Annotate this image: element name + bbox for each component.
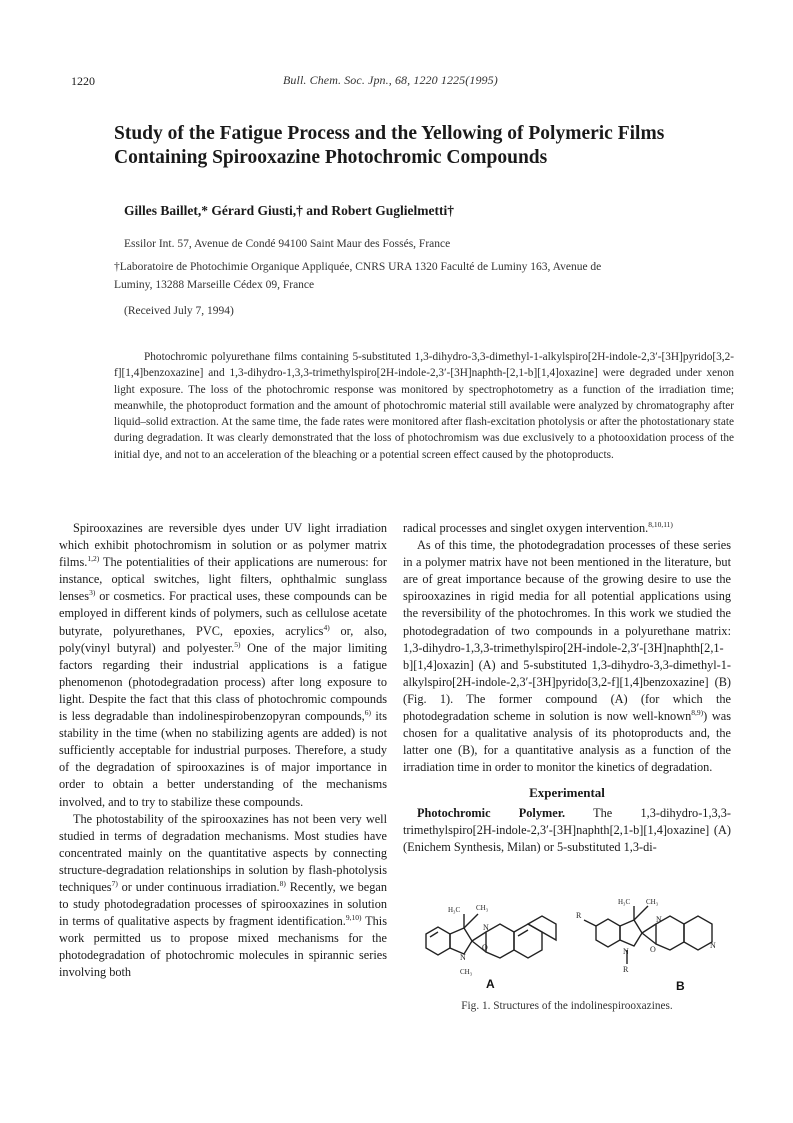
text-segment: The potentialities of their applications are numerous: for instance, optical switches, light filters, ophthalmic sunglass lenses (59, 555, 387, 604)
paragraph (403, 805, 731, 856)
text-segment: This work permitted us to propose mixed mechanisms for the photodegradation of photochromic molecules in spirannic series involving both (59, 914, 387, 980)
text-segment: or cosmetics. For practical uses, these compounds can be employed in different kinds of polymers, such as cellulose acetate butyrate, polyurethanes, PVC, epoxies, acrylics (59, 589, 387, 638)
atom-label: N (460, 953, 466, 962)
text-segment: As of this time, the photodegradation processes of these series in a polymer matrix have not been mentioned in the literature, but are of great importance because of the growing desire to use the spirooxazines in rigid media for all potential applications using the reversibility of the photochromes. In this work we studied the photodegradation of two compounds in a polyurethane matrix: 1,3-dihydro-1,3,3-trimethylspiro[2H-indole-2,3′-[3H]naphth[2,1-b][1,4]oxazin] (A) and 5-substituted 1,3-dihydro-3,3-dimethyl-1-alkylspiro[2H-indole-2,3′-[3H]pyrido[3,2-f][1,4]benzoxazine] (B) (Fig. 1). The former compound (A) (for which the photodegradation scheme in solution is now well-known (403, 538, 731, 724)
paragraph (59, 520, 387, 811)
reference-mark: 8) (279, 878, 286, 888)
reference-mark: 1,2) (87, 554, 100, 564)
paragraph (59, 811, 387, 982)
body-column-right (403, 520, 731, 856)
atom-label: O (482, 943, 488, 952)
text-segment: or, also, poly(vinyl butyral) and polyester. (59, 623, 387, 655)
author-list: Gilles Baillet,* Gérard Giusti,† and Robert Guglielmetti† (124, 203, 454, 218)
affiliation-1: Essilor Int. 57, Avenue de Condé 94100 Saint Maur des Fossés, France (124, 238, 451, 250)
atom-label: H₃C (618, 898, 631, 906)
atom-label: O (650, 945, 656, 954)
structure-a (426, 914, 556, 958)
reference-mark: 8,9) (691, 707, 704, 717)
structure-label-a: A (486, 977, 495, 991)
atom-label: R (576, 911, 582, 920)
atom-label: N (623, 947, 629, 956)
body-column-left (59, 520, 387, 982)
text-segment: radical processes and singlet oxygen intervention. (403, 521, 649, 535)
section-heading: Experimental (529, 785, 605, 801)
chemical-structures-figure (420, 892, 730, 1002)
text-segment: Recently, we began to study photodegradation processes of spirooxazines in solution in terms of qualitative aspects by fragment identification. (59, 879, 388, 929)
atom-label: N (710, 941, 716, 950)
text-segment: One of the major limiting factors regarding their industrial applications is a fatigue phenomenon (photodegradation process) after long exposure to light. Despite the fact that this class of photochromic compounds is less degradable than indolinespirobenzopyran compounds, (59, 640, 387, 724)
atom-label: N (483, 923, 489, 932)
page-number: 1220 (71, 74, 95, 88)
structure-label-b: B (676, 979, 685, 993)
affiliation-2: †Laboratoire de Photochimie Organique Appliquée, CNRS URA 1320 Faculté de Luminy 163, Avenue de Luminy, 13288 Marseille Cédex 09, France (114, 261, 602, 291)
text-segment: Spirooxazines are reversible dyes under UV light irradiation which exhibit photochromism in solution or as polymer matrix films. (59, 521, 387, 570)
reference-mark: 7) (111, 878, 118, 888)
journal-reference: Bull. Chem. Soc. Jpn., 68, 1220 1225(1995) (283, 73, 498, 87)
structure-b (584, 906, 712, 964)
subsection-heading: Photochromic Polymer. (417, 805, 566, 820)
text-segment: its stability in the time (when no stabilizing agents are added) is not sufficiently acceptable for industrial purposes. Therefore, a study of the degradation of spirooxazines is of major importance in order to obtain a better understanding of the mechanisms involved, and to try to stabilize these compounds. (59, 709, 387, 809)
atom-label: CH₃ (460, 968, 473, 976)
figure-caption: Fig. 1. Structures of the indolinespirooxazines. (461, 1000, 673, 1012)
text-segment: ) was chosen for a qualitative analysis of its photoproducts and, the latter one (B), for a quantitative analysis as a function of the irradiation time in order to monitor the kinetics of degradation. (403, 709, 731, 775)
paragraph (403, 520, 731, 537)
atom-label: N (656, 915, 662, 924)
text-segment: The 1,3-dihydro-1,3,3-trimethylspiro[2H-indole-2,3′-[3H]naphth[2,1-b][1,4]oxazine] (A) (Enichem Synthesis, Milan) or 5-substituted 1,3-di- (403, 805, 731, 854)
text-segment: The photostability of the spirooxazines has not been very well studied in terms of degradation mechanisms. Most studies have concentrated mainly on the quantitative aspects by connecting structure-degradation relationships in solution by flash-photolysis techniques (59, 811, 387, 894)
atom-label: H₃C (448, 906, 461, 914)
reference-mark: 8,10,11) (648, 519, 673, 529)
reference-mark: 6) (364, 707, 371, 717)
text-segment: or under continuous irradiation. (117, 879, 280, 894)
article-title: Study of the Fatigue Process and the Yellowing of Polymeric Films Containing Spirooxazine Photochromic Compounds (114, 123, 665, 168)
reference-mark: 4) (323, 622, 330, 632)
reference-mark: 5) (234, 639, 241, 649)
atom-label: CH₃ (646, 898, 659, 906)
received-date: (Received July 7, 1994) (124, 305, 234, 317)
atom-label: R (623, 965, 629, 974)
reference-mark: 3) (89, 588, 96, 598)
abstract: Photochromic polyurethane films containing 5-substituted 1,3-dihydro-3,3-dimethyl-1-alkylspiro[2H-indole-2,3′-[3H]pyrido[3,2-f][1,4]benzoxazine] and 1,3-dihydro-1,3,3-trimethylspiro[2H-indole-2,3′-[3H]naphth-[2,1-b][1,4]oxazine] were degraded under xenon light exposure. The loss of the photochromic response was monitored by spectrophotometry as a function of the irradiation time; meanwhile, the photoproduct formation and the amount of photochromic material still available were analyzed by chromatography after liquid–solid extraction. At the same time, the fade rates were monitored after flash-excitation photolysis or after the photostationary state during degradation. It was clearly demonstrated that the loss of photochromism was due exclusively to a photooxidation process of the initial dye, and not to an acceleration of the bleaching or a potential screen effect caused by the photoproducts. (114, 351, 734, 461)
atom-label: CH₃ (476, 904, 489, 912)
paragraph (403, 537, 731, 776)
reference-mark: 9,10) (345, 913, 362, 923)
